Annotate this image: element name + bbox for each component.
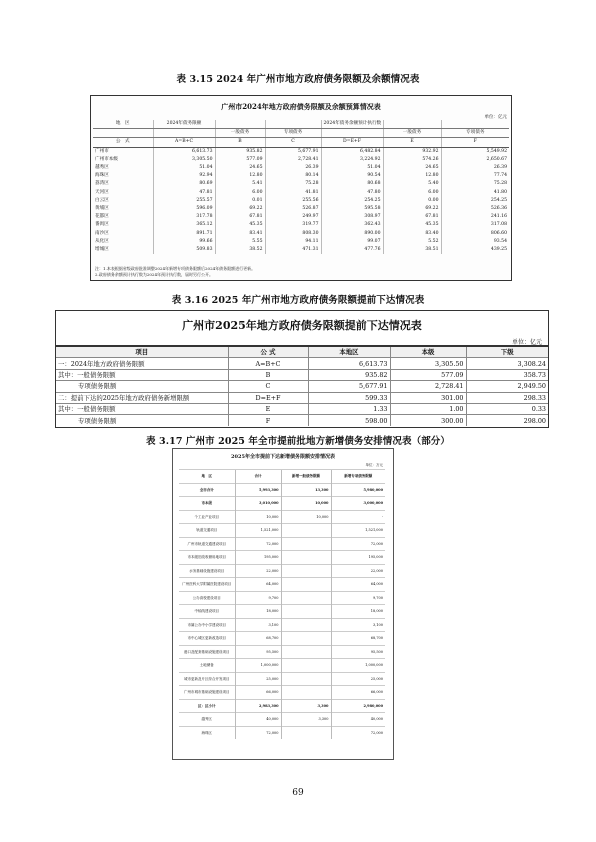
table-row bbox=[93, 129, 509, 138]
table-cell: 471.31 bbox=[265, 246, 321, 254]
table-cell: 3,305.50 bbox=[390, 358, 466, 369]
table-row bbox=[56, 381, 548, 392]
table-cell: 99.07 bbox=[321, 238, 383, 246]
table-cell: 358.73 bbox=[466, 369, 548, 380]
table-row bbox=[179, 551, 385, 565]
table-cell: 白云区 bbox=[95, 197, 109, 203]
table-cell: 10,000 bbox=[235, 510, 281, 524]
table-row bbox=[93, 164, 509, 172]
table-cell: 5,549.92 bbox=[441, 147, 509, 156]
table-cell: 319.77 bbox=[265, 221, 321, 229]
table-row bbox=[93, 205, 509, 213]
table-cell: 596.09 bbox=[153, 205, 215, 213]
table-cell: 47.80 bbox=[321, 189, 383, 197]
table-cell: F bbox=[228, 415, 308, 426]
table-cell: 72,000 bbox=[235, 726, 281, 739]
table-cell: 40,000 bbox=[331, 713, 385, 727]
table-cell: 41.81 bbox=[265, 189, 321, 197]
table-cell: 41.80 bbox=[441, 189, 509, 197]
table-row bbox=[179, 726, 385, 739]
table-row bbox=[179, 564, 385, 578]
table-cell: 77.74 bbox=[441, 172, 509, 180]
table-cell: 890.00 bbox=[321, 229, 383, 237]
table-cell: 24.65 bbox=[383, 164, 441, 172]
table-cell: 5.40 bbox=[383, 180, 441, 188]
table-cell: 72,000 bbox=[331, 726, 385, 739]
table-cell: 891.71 bbox=[153, 229, 215, 237]
table-unit: 单位：万元 bbox=[365, 463, 383, 467]
table-title: 2025年全市提前下达新增债务限额安排情况表 bbox=[231, 454, 335, 460]
note-line: 2.政府债务余额预计执行数为2024年预计执行数，届时另行公开。 bbox=[95, 272, 213, 277]
table-notes bbox=[95, 266, 255, 278]
table-cell: 365.12 bbox=[153, 221, 215, 229]
table-cell: D=E+F bbox=[228, 392, 308, 403]
table-cell: A=B+C bbox=[228, 358, 308, 369]
table-cell: 26.39 bbox=[265, 164, 321, 172]
table-cell: 99.66 bbox=[153, 238, 215, 246]
table-row bbox=[93, 221, 509, 229]
table-cell bbox=[281, 578, 331, 592]
table-cell: 574.26 bbox=[383, 156, 441, 164]
table-cell: 439.25 bbox=[441, 246, 509, 254]
table-cell: 317.08 bbox=[441, 221, 509, 229]
table-cell: 45.35 bbox=[383, 221, 441, 229]
table-cell: 317.78 bbox=[153, 213, 215, 221]
table-cell: 番禺区 bbox=[95, 222, 109, 228]
table-cell: E bbox=[228, 403, 308, 414]
table-cell: 577.09 bbox=[215, 156, 265, 164]
table-cell: 专项债务限额 bbox=[56, 381, 228, 392]
table-grid bbox=[93, 120, 509, 254]
table-row bbox=[179, 483, 385, 497]
table-cell: 51.04 bbox=[321, 164, 383, 172]
table-cell: 区：区小计 bbox=[179, 699, 235, 713]
table-cell: 本地区 bbox=[308, 346, 390, 358]
caption-table-3-16: 表 3.16 2025 年广州市地方政府债务限额提前下达情况表 bbox=[171, 295, 425, 306]
table-cell: 51.04 bbox=[153, 164, 215, 172]
table-row bbox=[56, 358, 548, 369]
table-cell: 18,000 bbox=[235, 605, 281, 619]
table-cell: 3,010,000 bbox=[235, 497, 281, 511]
table-cell: 2,650.67 bbox=[441, 156, 509, 164]
table-unit: 单位：亿元 bbox=[511, 339, 542, 346]
table-cell: 其中：一般债务限额 bbox=[56, 369, 228, 380]
table-cell: 72,000 bbox=[331, 537, 385, 551]
table-cell: 68,700 bbox=[331, 632, 385, 646]
table-cell: 68,700 bbox=[235, 632, 281, 646]
table-row bbox=[93, 147, 509, 156]
table-cell: 38.52 bbox=[215, 246, 265, 254]
table-row bbox=[179, 510, 385, 524]
table-cell: 932.92 bbox=[383, 147, 441, 156]
table-cell: 专项债务 bbox=[441, 129, 509, 138]
table-cell: 3,300 bbox=[281, 699, 331, 713]
table-cell: 806.60 bbox=[441, 229, 509, 237]
table-row bbox=[179, 672, 385, 686]
table-cell: 80.68 bbox=[321, 180, 383, 188]
table-row bbox=[179, 470, 385, 484]
table-cell: 25,000 bbox=[331, 672, 385, 686]
table-cell: 市本级旧改收储用地项目 bbox=[179, 551, 235, 565]
table-cell: 2,983,300 bbox=[235, 699, 281, 713]
table-cell: 1,000,000 bbox=[235, 659, 281, 673]
caption-table-3-17: 表 3.17 广州市 2025 年全市提前批地方新增债务安排情况表（部分） bbox=[145, 436, 450, 447]
table-cell: 5,677.91 bbox=[265, 147, 321, 156]
table-cell: 9,700 bbox=[331, 591, 385, 605]
table-cell bbox=[153, 129, 215, 138]
table-cell: 其中：一般债务限额 bbox=[56, 403, 228, 414]
table-cell: 66,000 bbox=[235, 686, 281, 700]
table-row bbox=[93, 213, 509, 221]
table-row bbox=[56, 403, 548, 414]
table-cell: 专项债务 bbox=[265, 129, 321, 138]
table-cell: 5.41 bbox=[215, 180, 265, 188]
table-cell: 599.33 bbox=[308, 392, 390, 403]
table-row bbox=[179, 645, 385, 659]
table-cell: 5,980,000 bbox=[331, 483, 385, 497]
table-cell: 80.69 bbox=[153, 180, 215, 188]
table-row bbox=[93, 197, 509, 205]
table-cell: 362.43 bbox=[321, 221, 383, 229]
table-cell: 25,000 bbox=[235, 672, 281, 686]
table-cell: 荔湾区 bbox=[95, 181, 109, 187]
table-row bbox=[179, 618, 385, 632]
table-cell: 526.36 bbox=[441, 205, 509, 213]
table-cell: 26.39 bbox=[441, 164, 509, 172]
table-cell: 越秀区 bbox=[95, 165, 109, 171]
table-cell: 全市合计 bbox=[179, 483, 235, 497]
table-cell: 301.00 bbox=[390, 392, 466, 403]
table-cell: 从化区 bbox=[95, 238, 109, 244]
table-cell: 75.28 bbox=[441, 180, 509, 188]
table-cell: 598.00 bbox=[308, 415, 390, 426]
table-row bbox=[93, 238, 509, 246]
table-cell: 83.41 bbox=[215, 229, 265, 237]
table-cell: 595.58 bbox=[321, 205, 383, 213]
table-cell bbox=[281, 632, 331, 646]
table-cell: 255.56 bbox=[265, 197, 321, 205]
table-cell: 526.87 bbox=[265, 205, 321, 213]
table-cell: 509.83 bbox=[153, 246, 215, 254]
table-cell bbox=[265, 120, 321, 129]
table-cell: 本级 bbox=[390, 346, 466, 358]
table-cell: 10,000 bbox=[281, 497, 331, 511]
table-cell: 69.22 bbox=[215, 205, 265, 213]
table-cell: 广州市本级 bbox=[95, 156, 118, 162]
table-row bbox=[56, 415, 548, 426]
table-cell: 公办高校建设项目 bbox=[179, 591, 235, 605]
table-cell: 18,000 bbox=[331, 605, 385, 619]
table-cell: C bbox=[265, 138, 321, 147]
table-row bbox=[179, 686, 385, 700]
table-cell: 80.14 bbox=[265, 172, 321, 180]
table-cell: 72,000 bbox=[235, 537, 281, 551]
table-cell: C bbox=[228, 381, 308, 392]
table-cell bbox=[281, 591, 331, 605]
table-cell: 9,700 bbox=[235, 591, 281, 605]
table-cell: 47.81 bbox=[153, 189, 215, 197]
table-cell: F bbox=[441, 138, 509, 147]
table-cell: B bbox=[228, 369, 308, 380]
table-cell: 轨道交通项目 bbox=[179, 524, 235, 538]
new-debt-arrangement-table-2025 bbox=[172, 448, 394, 760]
table-cell: 广州市 bbox=[95, 148, 109, 154]
table-title: 广州市2024年地方政府债务限额及余额预算情况表 bbox=[221, 102, 381, 111]
table-row bbox=[93, 180, 509, 188]
table-row bbox=[179, 591, 385, 605]
table-cell: 广州市城市基础设施建设项目 bbox=[179, 686, 235, 700]
table-cell: 项目 bbox=[56, 346, 228, 358]
table-row bbox=[179, 632, 385, 646]
table-cell: 市中心城区更新改造项目 bbox=[179, 632, 235, 646]
table-cell: 12.80 bbox=[383, 172, 441, 180]
page-number: 69 bbox=[292, 788, 304, 798]
table-cell: 公 式 bbox=[93, 138, 153, 147]
table-cell: 市本级 bbox=[179, 497, 235, 511]
table-cell: 一：2024年地方政府债务限额 bbox=[56, 358, 228, 369]
table-cell: 300.00 bbox=[390, 415, 466, 426]
table-cell: 13,300 bbox=[281, 483, 331, 497]
table-cell: 6,613.73 bbox=[153, 147, 215, 156]
table-cell: 935.82 bbox=[215, 147, 265, 156]
table-cell: 6.00 bbox=[215, 189, 265, 197]
table-cell: 22,000 bbox=[235, 564, 281, 578]
table-cell: 241.16 bbox=[441, 213, 509, 221]
table-cell: 1.33 bbox=[308, 403, 390, 414]
table-row bbox=[179, 578, 385, 592]
table-cell bbox=[321, 129, 383, 138]
table-cell: 1,521,000 bbox=[331, 524, 385, 538]
table-row bbox=[93, 172, 509, 180]
table-cell bbox=[281, 537, 331, 551]
table-cell: 花都区 bbox=[95, 214, 109, 220]
table-cell: 6.00 bbox=[383, 189, 441, 197]
table-cell: 93.54 bbox=[441, 238, 509, 246]
table-cell: 5.52 bbox=[383, 238, 441, 246]
note-line: 注：1.本表根据省级政府批准调整2024年新增专项债务限额后2024年债务限额进行更新。 bbox=[95, 266, 256, 271]
table-cell: 254.25 bbox=[441, 197, 509, 205]
table-row bbox=[93, 138, 509, 147]
table-cell bbox=[441, 120, 509, 129]
table-cell: 2024年债务余额预计执行数 bbox=[321, 120, 383, 129]
table-grid bbox=[56, 345, 548, 426]
table-cell: 298.33 bbox=[466, 392, 548, 403]
table-cell: 公 式 bbox=[228, 346, 308, 358]
table-cell bbox=[383, 120, 441, 129]
table-cell: 298.00 bbox=[466, 415, 548, 426]
table-cell: 1.00 bbox=[390, 403, 466, 414]
table-row bbox=[179, 659, 385, 673]
table-cell: 38.51 bbox=[383, 246, 441, 254]
table-cell: 土地储备 bbox=[179, 659, 235, 673]
table-cell: 1,521,000 bbox=[235, 524, 281, 538]
table-cell: 3,100 bbox=[331, 618, 385, 632]
table-cell bbox=[281, 564, 331, 578]
table-cell bbox=[281, 672, 331, 686]
table-cell: 广州医科大学附属医院建设项目 bbox=[179, 578, 235, 592]
table-row bbox=[93, 229, 509, 237]
table-cell: 83.40 bbox=[383, 229, 441, 237]
table-row bbox=[56, 392, 548, 403]
table-cell: 3,305.50 bbox=[153, 156, 215, 164]
table-cell: 广州市轨道交通建设项目 bbox=[179, 537, 235, 551]
table-cell: 2,949.50 bbox=[466, 381, 548, 392]
table-row bbox=[179, 713, 385, 727]
table-cell: 专项债务限额 bbox=[56, 415, 228, 426]
table-cell: 67.81 bbox=[215, 213, 265, 221]
table-cell: 6,482.84 bbox=[321, 147, 383, 156]
caption-table-3-15: 表 3.15 2024 年广州市地方政府债务限额及余额情况表 bbox=[176, 74, 420, 85]
table-cell: 越秀区 bbox=[179, 713, 235, 727]
table-grid bbox=[179, 469, 385, 739]
table-cell: 94.11 bbox=[265, 238, 321, 246]
table-cell: 10,000 bbox=[281, 510, 331, 524]
table-title: 广州市2025年地方政府债务限额提前下达情况表 bbox=[182, 319, 422, 332]
table-cell: 808.30 bbox=[265, 229, 321, 237]
table-row bbox=[179, 699, 385, 713]
table-cell: 新增一般债务限额 bbox=[281, 470, 331, 484]
table-cell: 海珠区 bbox=[179, 726, 235, 739]
table-cell: - bbox=[331, 510, 385, 524]
table-row bbox=[179, 605, 385, 619]
debt-limit-advance-table-2025 bbox=[55, 310, 549, 428]
table-cell: 45.35 bbox=[215, 221, 265, 229]
table-cell: 66,000 bbox=[331, 686, 385, 700]
table-cell: 3,100 bbox=[235, 618, 281, 632]
table-row bbox=[56, 369, 548, 380]
table-cell: 254.25 bbox=[321, 197, 383, 205]
table-cell: 95,500 bbox=[331, 645, 385, 659]
table-row bbox=[179, 497, 385, 511]
table-cell: 2024年债务限额 bbox=[153, 120, 215, 129]
table-cell: 港口及配套基础设施建设项目 bbox=[179, 645, 235, 659]
table-cell: 195,000 bbox=[235, 551, 281, 565]
table-cell: 22,000 bbox=[331, 564, 385, 578]
table-cell: 地 区 bbox=[179, 470, 235, 484]
table-row bbox=[56, 346, 548, 358]
table-cell: 2,728.41 bbox=[265, 156, 321, 164]
table-cell: 2,728.41 bbox=[390, 381, 466, 392]
table-cell: 75.28 bbox=[265, 180, 321, 188]
table-cell bbox=[281, 524, 331, 538]
table-cell: D=E+F bbox=[321, 138, 383, 147]
table-cell: 地 区 bbox=[93, 120, 153, 129]
table-row bbox=[93, 189, 509, 197]
table-cell: 92.94 bbox=[153, 172, 215, 180]
table-cell: 477.76 bbox=[321, 246, 383, 254]
table-cell: 935.82 bbox=[308, 369, 390, 380]
table-cell: 下级 bbox=[466, 346, 548, 358]
table-cell: 增城区 bbox=[95, 246, 109, 252]
table-cell: 3,308.24 bbox=[466, 358, 548, 369]
table-cell: 城市更新及片区综合开发项目 bbox=[179, 672, 235, 686]
table-cell: 3,224.92 bbox=[321, 156, 383, 164]
table-cell: 合计 bbox=[235, 470, 281, 484]
table-cell bbox=[281, 618, 331, 632]
table-cell: 5.55 bbox=[215, 238, 265, 246]
table-cell bbox=[93, 129, 153, 138]
table-cell: 95,500 bbox=[235, 645, 281, 659]
table-unit: 单位：亿元 bbox=[484, 115, 507, 120]
table-cell bbox=[215, 120, 265, 129]
table-cell bbox=[281, 726, 331, 739]
table-cell: 5,677.91 bbox=[308, 381, 390, 392]
table-row bbox=[93, 120, 509, 129]
table-cell: 308.97 bbox=[321, 213, 383, 221]
table-cell: 黄埔区 bbox=[95, 205, 109, 211]
table-cell: 255.57 bbox=[153, 197, 215, 205]
table-cell: 一般债务 bbox=[215, 129, 265, 138]
table-cell: 0.33 bbox=[466, 403, 548, 414]
table-cell: 中轴线建设项目 bbox=[179, 605, 235, 619]
table-cell bbox=[281, 686, 331, 700]
table-cell: 个工业产业项目 bbox=[179, 510, 235, 524]
table-cell: 12.80 bbox=[215, 172, 265, 180]
table-cell bbox=[281, 645, 331, 659]
table-cell: 2,980,000 bbox=[331, 699, 385, 713]
debt-limit-table-2024 bbox=[90, 95, 512, 281]
table-cell: 67.81 bbox=[383, 213, 441, 221]
table-cell: 69.22 bbox=[383, 205, 441, 213]
table-cell: 3,000,000 bbox=[331, 497, 385, 511]
table-cell: 195,000 bbox=[331, 551, 385, 565]
table-cell: 64,000 bbox=[235, 578, 281, 592]
table-cell: 南沙区 bbox=[95, 230, 109, 236]
table-row bbox=[179, 524, 385, 538]
table-cell: 90.54 bbox=[321, 172, 383, 180]
table-cell bbox=[281, 659, 331, 673]
table-cell: 249.97 bbox=[265, 213, 321, 221]
table-cell: 0.00 bbox=[383, 197, 441, 205]
table-row bbox=[93, 156, 509, 164]
table-cell: 一般债务 bbox=[383, 129, 441, 138]
table-cell: 64,000 bbox=[331, 578, 385, 592]
table-cell: 市属公办中小学建设项目 bbox=[179, 618, 235, 632]
table-cell: 6,613.73 bbox=[308, 358, 390, 369]
table-cell: 水务基础设施建设项目 bbox=[179, 564, 235, 578]
table-cell: 24.65 bbox=[215, 164, 265, 172]
table-cell: 40,000 bbox=[235, 713, 281, 727]
table-cell: E bbox=[383, 138, 441, 147]
table-cell: 577.09 bbox=[390, 369, 466, 380]
table-cell: 海珠区 bbox=[95, 173, 109, 179]
table-cell: B bbox=[215, 138, 265, 147]
table-cell bbox=[281, 551, 331, 565]
table-row bbox=[93, 246, 509, 254]
table-cell: A=B+C bbox=[153, 138, 215, 147]
table-cell: 5,993,300 bbox=[235, 483, 281, 497]
table-cell: 天河区 bbox=[95, 189, 109, 195]
table-cell: 0.01 bbox=[215, 197, 265, 205]
table-cell: 3,300 bbox=[281, 713, 331, 727]
table-cell: 新增专项债务限额 bbox=[331, 470, 385, 484]
table-cell: 二：提前下达的2025年地方政府债务新增限额 bbox=[56, 392, 228, 403]
table-row bbox=[179, 537, 385, 551]
table-cell bbox=[281, 605, 331, 619]
table-cell: 1,000,000 bbox=[331, 659, 385, 673]
